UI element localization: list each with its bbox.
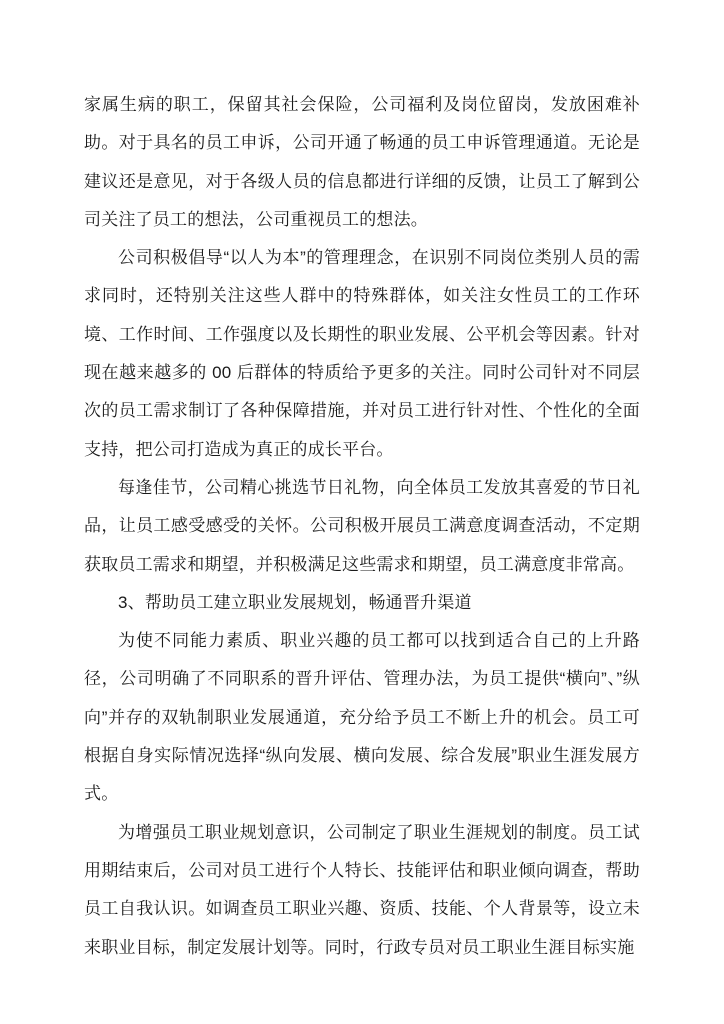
paragraph-people-oriented-management: 公司积极倡导“以人为本”的管理理念，在识别不同岗位类别人员的需求同时，还特别关注这些人群中的特殊群体，如关注女性员工的工作环境、工作时间、工作强度以及长期性的职业发展、公平机会等因素。针对现在越来越多的 00 后群体的特质给予更多的关注。同时公司针对不同层次的员工需求制订了各种保障措施，并对员工进行针对性、个性化的全面支持，把公司打造成为真正的成长平台。	[84, 248, 640, 459]
section-heading-career-development: 3、帮助员工建立职业发展规划，畅通晋升渠道	[118, 592, 472, 612]
paragraph-career-planning-system: 为增强员工职业规划意识，公司制定了职业生涯规划的制度。员工试用期结束后，公司对员工进行个人特长、技能评估和职业倾向调查，帮助员工自我认识。如调查员工职业兴趣、资质、技能、个人背景等，设立未来职业目标，制定发展计划等。同时，行政专员对员工职业生涯目标实施	[84, 822, 640, 957]
paragraph-dual-track-promotion: 为使不同能力素质、职业兴趣的员工都可以找到适合自己的上升路径，公司明确了不同职系的晋升评估、管理办法，为员工提供“横向”、”纵向”并存的双轨制职业发展通道，充分给予员工不断上升的机会。员工可根据自身实际情况选择“纵向发展、横向发展、综合发展”职业生涯发展方式。	[84, 631, 640, 804]
paragraph-employee-care: 家属生病的职工，保留其社会保险，公司福利及岗位留岗，发放困难补助。对于具名的员工申诉，公司开通了畅通的员工申诉管理通道。无论是建议还是意见，对于各级人员的信息都进行详细的反馈，让员工了解到公司关注了员工的想法，公司重视员工的想法。	[84, 95, 640, 229]
paragraph-festival-gifts-satisfaction: 每逢佳节，公司精心挑选节日礼物，向全体员工发放其喜爱的节日礼品，让员工感受感受的关怀。公司积极开展员工满意度调查活动，不定期获取员工需求和期望，并积极满足这些需求和期望，员工满意度非常高。	[84, 477, 640, 574]
document-text-block	[84, 86, 640, 967]
